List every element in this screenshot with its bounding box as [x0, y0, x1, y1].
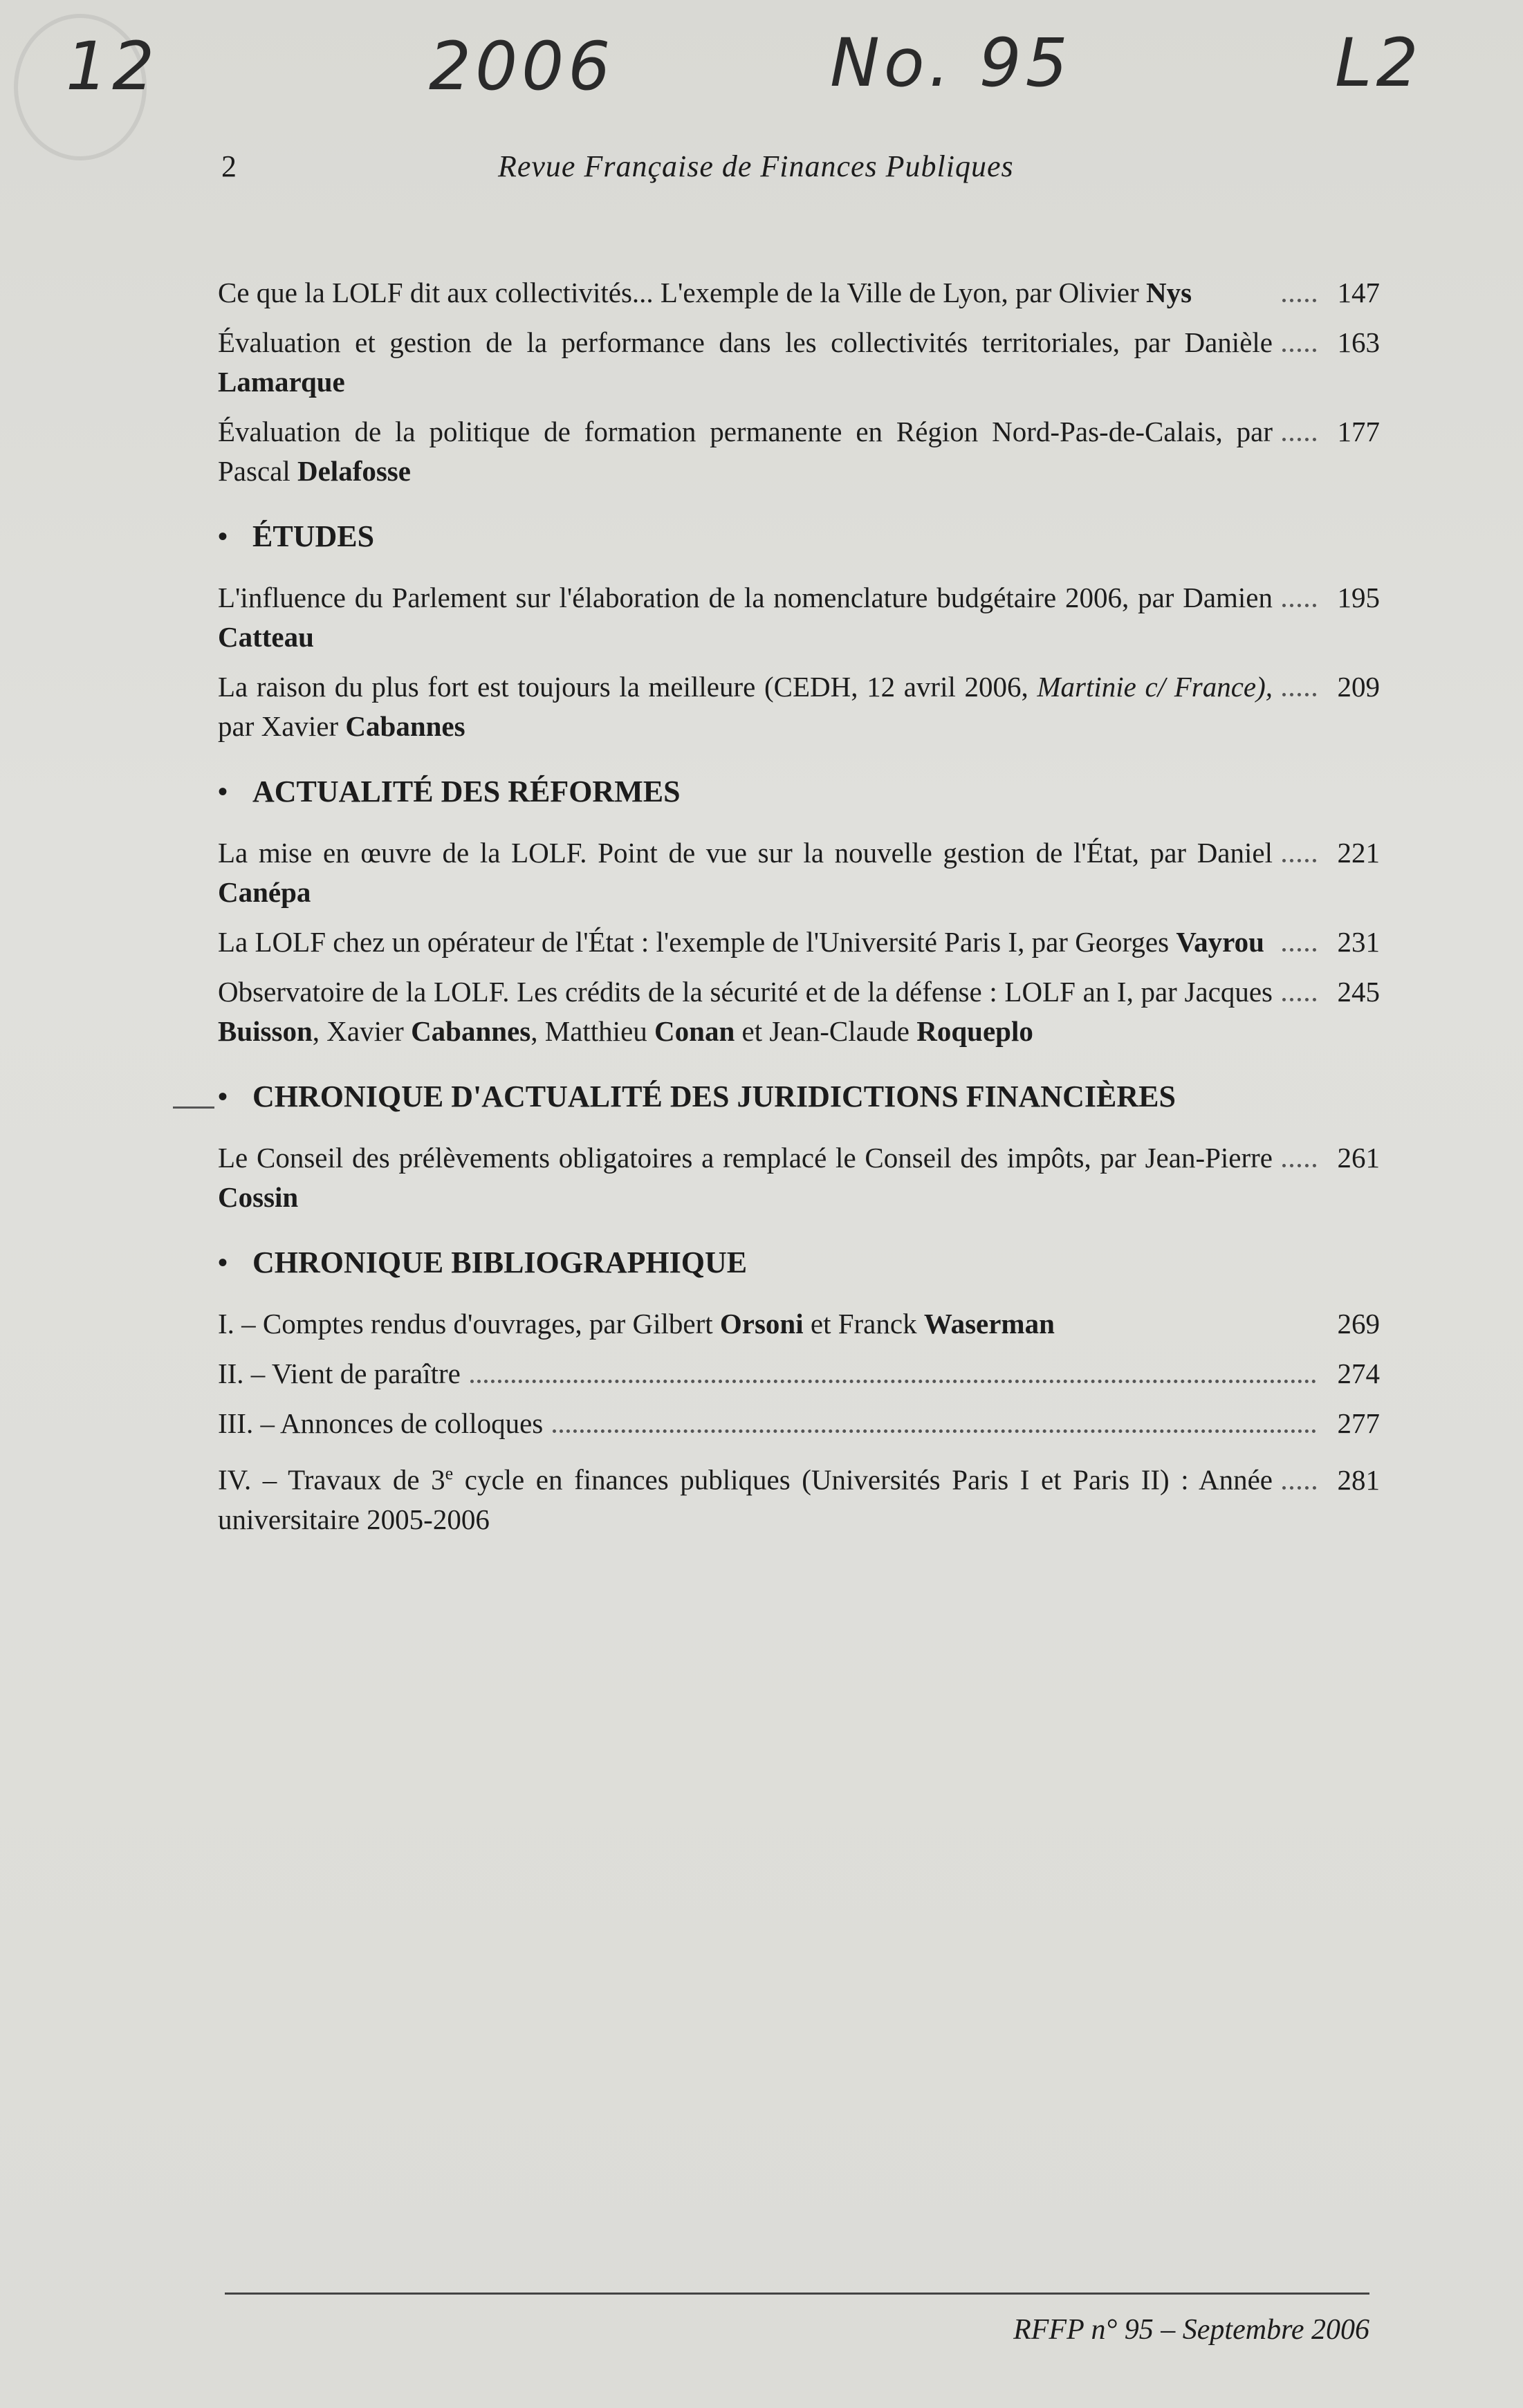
author-name: Lamarque — [218, 366, 345, 398]
toc-entry: La raison du plus fort est toujours la meilleure (CEDH, 12 avril 2006, Martinie c/ France), par Xavier Cabannes 209 — [218, 667, 1380, 746]
author-name: Cabannes — [345, 710, 465, 742]
page-ref: 195 — [1337, 582, 1380, 613]
toc-entry: IV. – Travaux de 3e cycle en finances publiques (Universités Paris I et Paris II) : Année universitaire 2005-2006 281 — [218, 1454, 1380, 1539]
handwritten-left-note: 12 — [66, 28, 159, 105]
bullet-icon: • — [218, 1247, 228, 1278]
toc-entry: L'influence du Parlement sur l'élaboration de la nomenclature budgétaire 2006, par Damien Catteau 195 — [218, 578, 1380, 657]
running-footer: RFFP n° 95 – Septembre 2006 — [1013, 2314, 1369, 2346]
author-name: Canépa — [218, 876, 311, 908]
page-number: 2 — [221, 149, 237, 183]
toc-entry: III. – Annonces de colloques 277 — [218, 1404, 1380, 1443]
toc-entry: Observatoire de la LOLF. Les crédits de la sécurité et de la défense : LOLF an I, par Jacques Buisson, Xavier Cabannes, Matthieu Conan et Jean-Claude Roqueplo 245 — [218, 972, 1380, 1051]
toc-entry: II. – Vient de paraître 274 — [218, 1354, 1380, 1393]
toc-entry: La mise en œuvre de la LOLF. Point de vue sur la nouvelle gestion de l'État, par Daniel Canépa 221 — [218, 833, 1380, 912]
page-ref: 269 — [1337, 1308, 1380, 1340]
page-ref: 177 — [1337, 416, 1380, 447]
journal-title: Revue Française de Finances Publiques — [498, 149, 1014, 183]
handwritten-year: 2006 — [429, 28, 615, 105]
page-ref: 245 — [1337, 976, 1380, 1008]
page-ref: 277 — [1337, 1407, 1380, 1439]
section-heading: • ÉTUDES — [218, 517, 1380, 556]
author-name: Nys — [1146, 277, 1192, 308]
author-name: Delafosse — [297, 455, 411, 487]
author-name: Roqueplo — [916, 1015, 1033, 1047]
author-name: Orsoni — [719, 1308, 804, 1340]
author-name: Waserman — [923, 1308, 1055, 1340]
section-heading: • ACTUALITÉ DES RÉFORMES — [218, 772, 1380, 811]
toc-entry: Ce que la LOLF dit aux collectivités... L'exemple de la Ville de Lyon, par Olivier Nys 147 — [218, 273, 1380, 313]
page-ref: 261 — [1337, 1142, 1380, 1174]
toc-entry: La LOLF chez un opérateur de l'État : l'exemple de l'Université Paris I, par Georges Vayrou 231 — [218, 923, 1380, 962]
section-heading: • CHRONIQUE D'ACTUALITÉ DES JURIDICTIONS FINANCIÈRES — [218, 1077, 1380, 1116]
page-ref: 221 — [1337, 837, 1380, 869]
toc-entry: Évaluation et gestion de la performance dans les collectivités territoriales, par Danièle Lamarque 163 — [218, 323, 1380, 402]
running-header — [221, 149, 1383, 190]
toc-entry: Évaluation de la politique de formation permanente en Région Nord-Pas-de-Calais, par Pascal Delafosse 177 — [218, 412, 1380, 491]
author-name: Conan — [654, 1015, 735, 1047]
bullet-icon: • — [218, 521, 228, 552]
section-heading: • CHRONIQUE BIBLIOGRAPHIQUE — [218, 1243, 1380, 1282]
toc-entry: Le Conseil des prélèvements obligatoires a remplacé le Conseil des impôts, par Jean-Pierre Cossin 261 — [218, 1138, 1380, 1217]
author-name: Buisson — [218, 1015, 313, 1047]
page-ref: 163 — [1337, 326, 1380, 358]
toc-entry: I. – Comptes rendus d'ouvrages, par Gilbert Orsoni et Franck Waserman 269 — [218, 1304, 1380, 1344]
author-name: Catteau — [218, 621, 314, 653]
handwritten-issue: No. 95 — [830, 24, 1072, 102]
page-ref: 281 — [1337, 1463, 1380, 1496]
page-ref: 209 — [1337, 671, 1380, 703]
author-name: Cossin — [218, 1181, 299, 1213]
case-name: Martinie c/ France), — [1037, 671, 1273, 703]
margin-pencil-mark — [173, 1106, 214, 1109]
bullet-icon: • — [218, 776, 228, 807]
author-name: Cabannes — [411, 1015, 531, 1047]
page-ref: 147 — [1337, 277, 1380, 308]
footer-rule — [225, 2293, 1369, 2295]
bullet-icon: • — [218, 1081, 228, 1112]
author-name: Vayrou — [1176, 926, 1264, 958]
page-ref: 274 — [1337, 1358, 1380, 1389]
table-of-contents — [218, 273, 1380, 1550]
page-ref: 231 — [1337, 926, 1380, 958]
handwritten-right-note: L2 — [1335, 24, 1423, 102]
